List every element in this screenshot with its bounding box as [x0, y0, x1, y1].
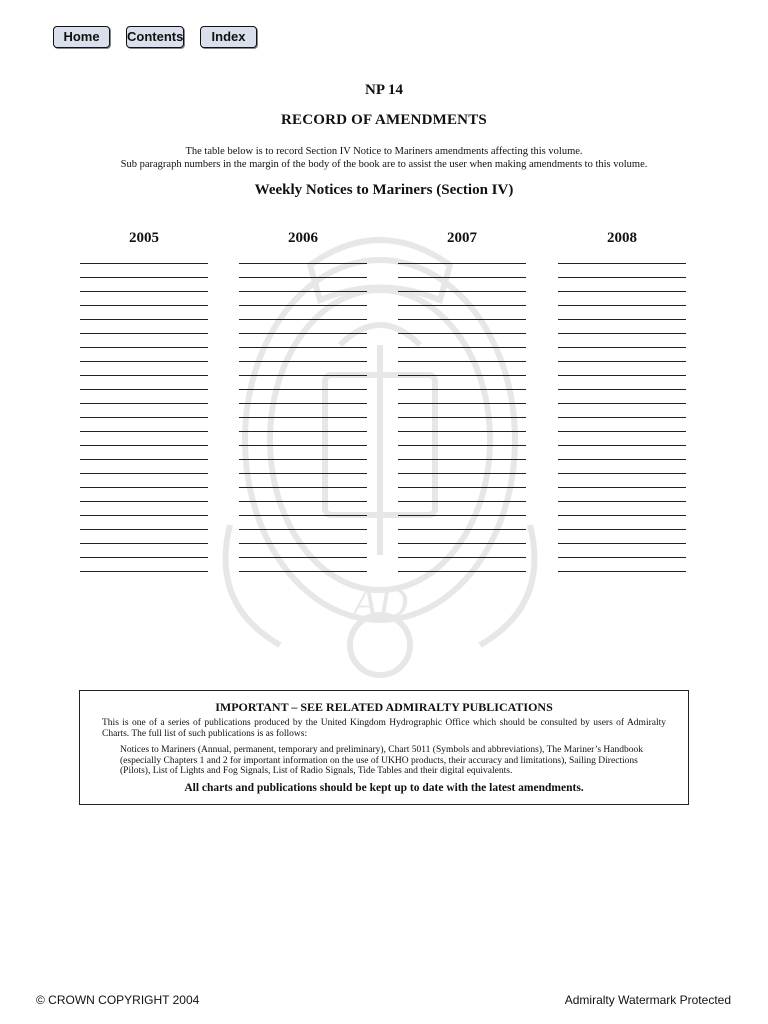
- amendment-line: [80, 333, 208, 334]
- intro-text: [0, 145, 768, 171]
- amendment-line: [398, 459, 526, 460]
- amendment-line: [80, 277, 208, 278]
- amendment-line: [398, 473, 526, 474]
- amendment-line: [398, 361, 526, 362]
- amendment-line: [239, 445, 367, 446]
- amendment-line: [558, 557, 686, 558]
- amendment-line: [558, 515, 686, 516]
- amendment-line: [80, 319, 208, 320]
- amendment-line: [239, 431, 367, 432]
- amendment-line: [239, 389, 367, 390]
- amendment-line: [239, 501, 367, 502]
- amendment-line: [398, 333, 526, 334]
- amendment-line: [398, 543, 526, 544]
- amendment-line: [239, 543, 367, 544]
- amendment-line: [558, 389, 686, 390]
- amendment-line: [558, 501, 686, 502]
- amendment-line: [558, 277, 686, 278]
- amendment-line: [398, 375, 526, 376]
- amendment-line: [558, 263, 686, 264]
- copyright-notice: © CROWN COPYRIGHT 2004: [36, 993, 200, 1007]
- amendment-line: [80, 557, 208, 558]
- amendment-line: [558, 473, 686, 474]
- amendment-line: [80, 361, 208, 362]
- important-notice-box: [79, 690, 689, 805]
- amendment-line: [80, 487, 208, 488]
- amendment-line: [80, 543, 208, 544]
- amendment-line: [239, 571, 367, 572]
- amendment-lines: [80, 263, 208, 575]
- amendment-line: [239, 557, 367, 558]
- amendment-line: [398, 515, 526, 516]
- amendment-line: [80, 501, 208, 502]
- amendment-line: [80, 403, 208, 404]
- amendment-line: [398, 529, 526, 530]
- amendment-line: [558, 319, 686, 320]
- notice-heading: IMPORTANT – SEE RELATED ADMIRALTY PUBLICATIONS: [215, 700, 553, 714]
- amendment-line: [398, 277, 526, 278]
- amendment-line: [80, 291, 208, 292]
- amendment-line: [398, 347, 526, 348]
- amendment-line: [80, 417, 208, 418]
- amendment-line: [558, 347, 686, 348]
- amendment-line: [80, 473, 208, 474]
- watermark-monogram: AD: [352, 581, 408, 627]
- nav-bar: [53, 26, 257, 48]
- amendment-line: [398, 403, 526, 404]
- intro-line-1: The table below is to record Section IV Notice to Mariners amendments affecting this volume.: [185, 146, 583, 157]
- amendment-line: [80, 431, 208, 432]
- intro-line-2: Sub paragraph numbers in the margin of the body of the book are to assist the user when making amendments to this volume.: [120, 159, 648, 170]
- amendment-line: [239, 277, 367, 278]
- amendment-line: [239, 375, 367, 376]
- amendment-lines: [398, 263, 526, 575]
- amendment-line: [398, 389, 526, 390]
- amendment-line: [558, 487, 686, 488]
- amendment-line: [558, 529, 686, 530]
- publications-list: Notices to Mariners (Annual, permanent, temporary and preliminary), Chart 5011 (Symbols and abbreviations), The Mariner’s Handbook (especially Chapters 1 and 2 for important information on the use of UKHO products, their accuracy and limitations), Sailing Directions (Pilots), List of Lights and Fog Signals, List of Radio Signals, Tide Tables and their digital equivalents.: [120, 745, 643, 776]
- amendment-line: [80, 571, 208, 572]
- amendment-line: [558, 543, 686, 544]
- amendment-line: [558, 291, 686, 292]
- amendment-line: [80, 529, 208, 530]
- year-column-2007: [398, 229, 526, 249]
- amendment-line: [398, 445, 526, 446]
- year-column-2006: [239, 229, 367, 249]
- year-label: 2006: [288, 230, 318, 246]
- amendment-line: [398, 571, 526, 572]
- amendment-line: [558, 571, 686, 572]
- amendment-line: [558, 361, 686, 362]
- amendment-line: [80, 375, 208, 376]
- amendment-line: [558, 417, 686, 418]
- amendment-line: [80, 445, 208, 446]
- amendment-line: [80, 515, 208, 516]
- amendment-line: [239, 263, 367, 264]
- amendment-line: [239, 403, 367, 404]
- amendment-line: [398, 291, 526, 292]
- amendment-line: [239, 361, 367, 362]
- year-column-2008: [558, 229, 686, 249]
- amendment-line: [558, 375, 686, 376]
- amendment-line: [398, 319, 526, 320]
- amendment-line: [239, 515, 367, 516]
- amendment-line: [239, 319, 367, 320]
- amendment-line: [80, 305, 208, 306]
- amendment-lines: [239, 263, 367, 575]
- year-label: 2008: [607, 230, 637, 246]
- amendment-line: [398, 305, 526, 306]
- amendment-line: [80, 459, 208, 460]
- year-label: 2007: [447, 230, 477, 246]
- year-column-2005: [80, 229, 208, 249]
- amendment-line: [398, 501, 526, 502]
- amendment-line: [558, 403, 686, 404]
- notice-footer: All charts and publications should be kept up to date with the latest amendments.: [184, 782, 584, 794]
- amendment-line: [398, 487, 526, 488]
- watermark-note: Admiralty Watermark Protected: [564, 993, 731, 1007]
- amendment-line: [558, 445, 686, 446]
- amendment-line: [558, 333, 686, 334]
- amendment-line: [558, 305, 686, 306]
- amendment-line: [398, 431, 526, 432]
- contents-button[interactable]: Contents: [126, 26, 184, 48]
- amendment-line: [558, 459, 686, 460]
- amendment-line: [239, 305, 367, 306]
- amendment-line: [80, 347, 208, 348]
- section-subtitle: Weekly Notices to Mariners (Section IV): [254, 182, 514, 198]
- home-button[interactable]: Home: [53, 26, 110, 48]
- amendment-line: [558, 431, 686, 432]
- amendment-lines: [558, 263, 686, 575]
- amendment-line: [398, 263, 526, 264]
- amendment-line: [80, 263, 208, 264]
- amendment-line: [239, 459, 367, 460]
- amendment-line: [80, 389, 208, 390]
- amendment-line: [239, 487, 367, 488]
- amendment-line: [398, 417, 526, 418]
- amendment-line: [239, 291, 367, 292]
- amendment-line: [239, 529, 367, 530]
- amendment-line: [239, 417, 367, 418]
- amendment-line: [398, 557, 526, 558]
- doc-code: NP 14: [365, 82, 403, 98]
- index-button[interactable]: Index: [200, 26, 257, 48]
- amendment-line: [239, 473, 367, 474]
- notice-paragraph: This is one of a series of publications produced by the United Kingdom Hydrographic Office which should be consulted by users of Admiralty Charts. The full list of such publications is as follows:: [102, 718, 666, 739]
- amendment-line: [239, 347, 367, 348]
- page-title: RECORD OF AMENDMENTS: [281, 112, 487, 128]
- amendment-line: [239, 333, 367, 334]
- year-label: 2005: [129, 230, 159, 246]
